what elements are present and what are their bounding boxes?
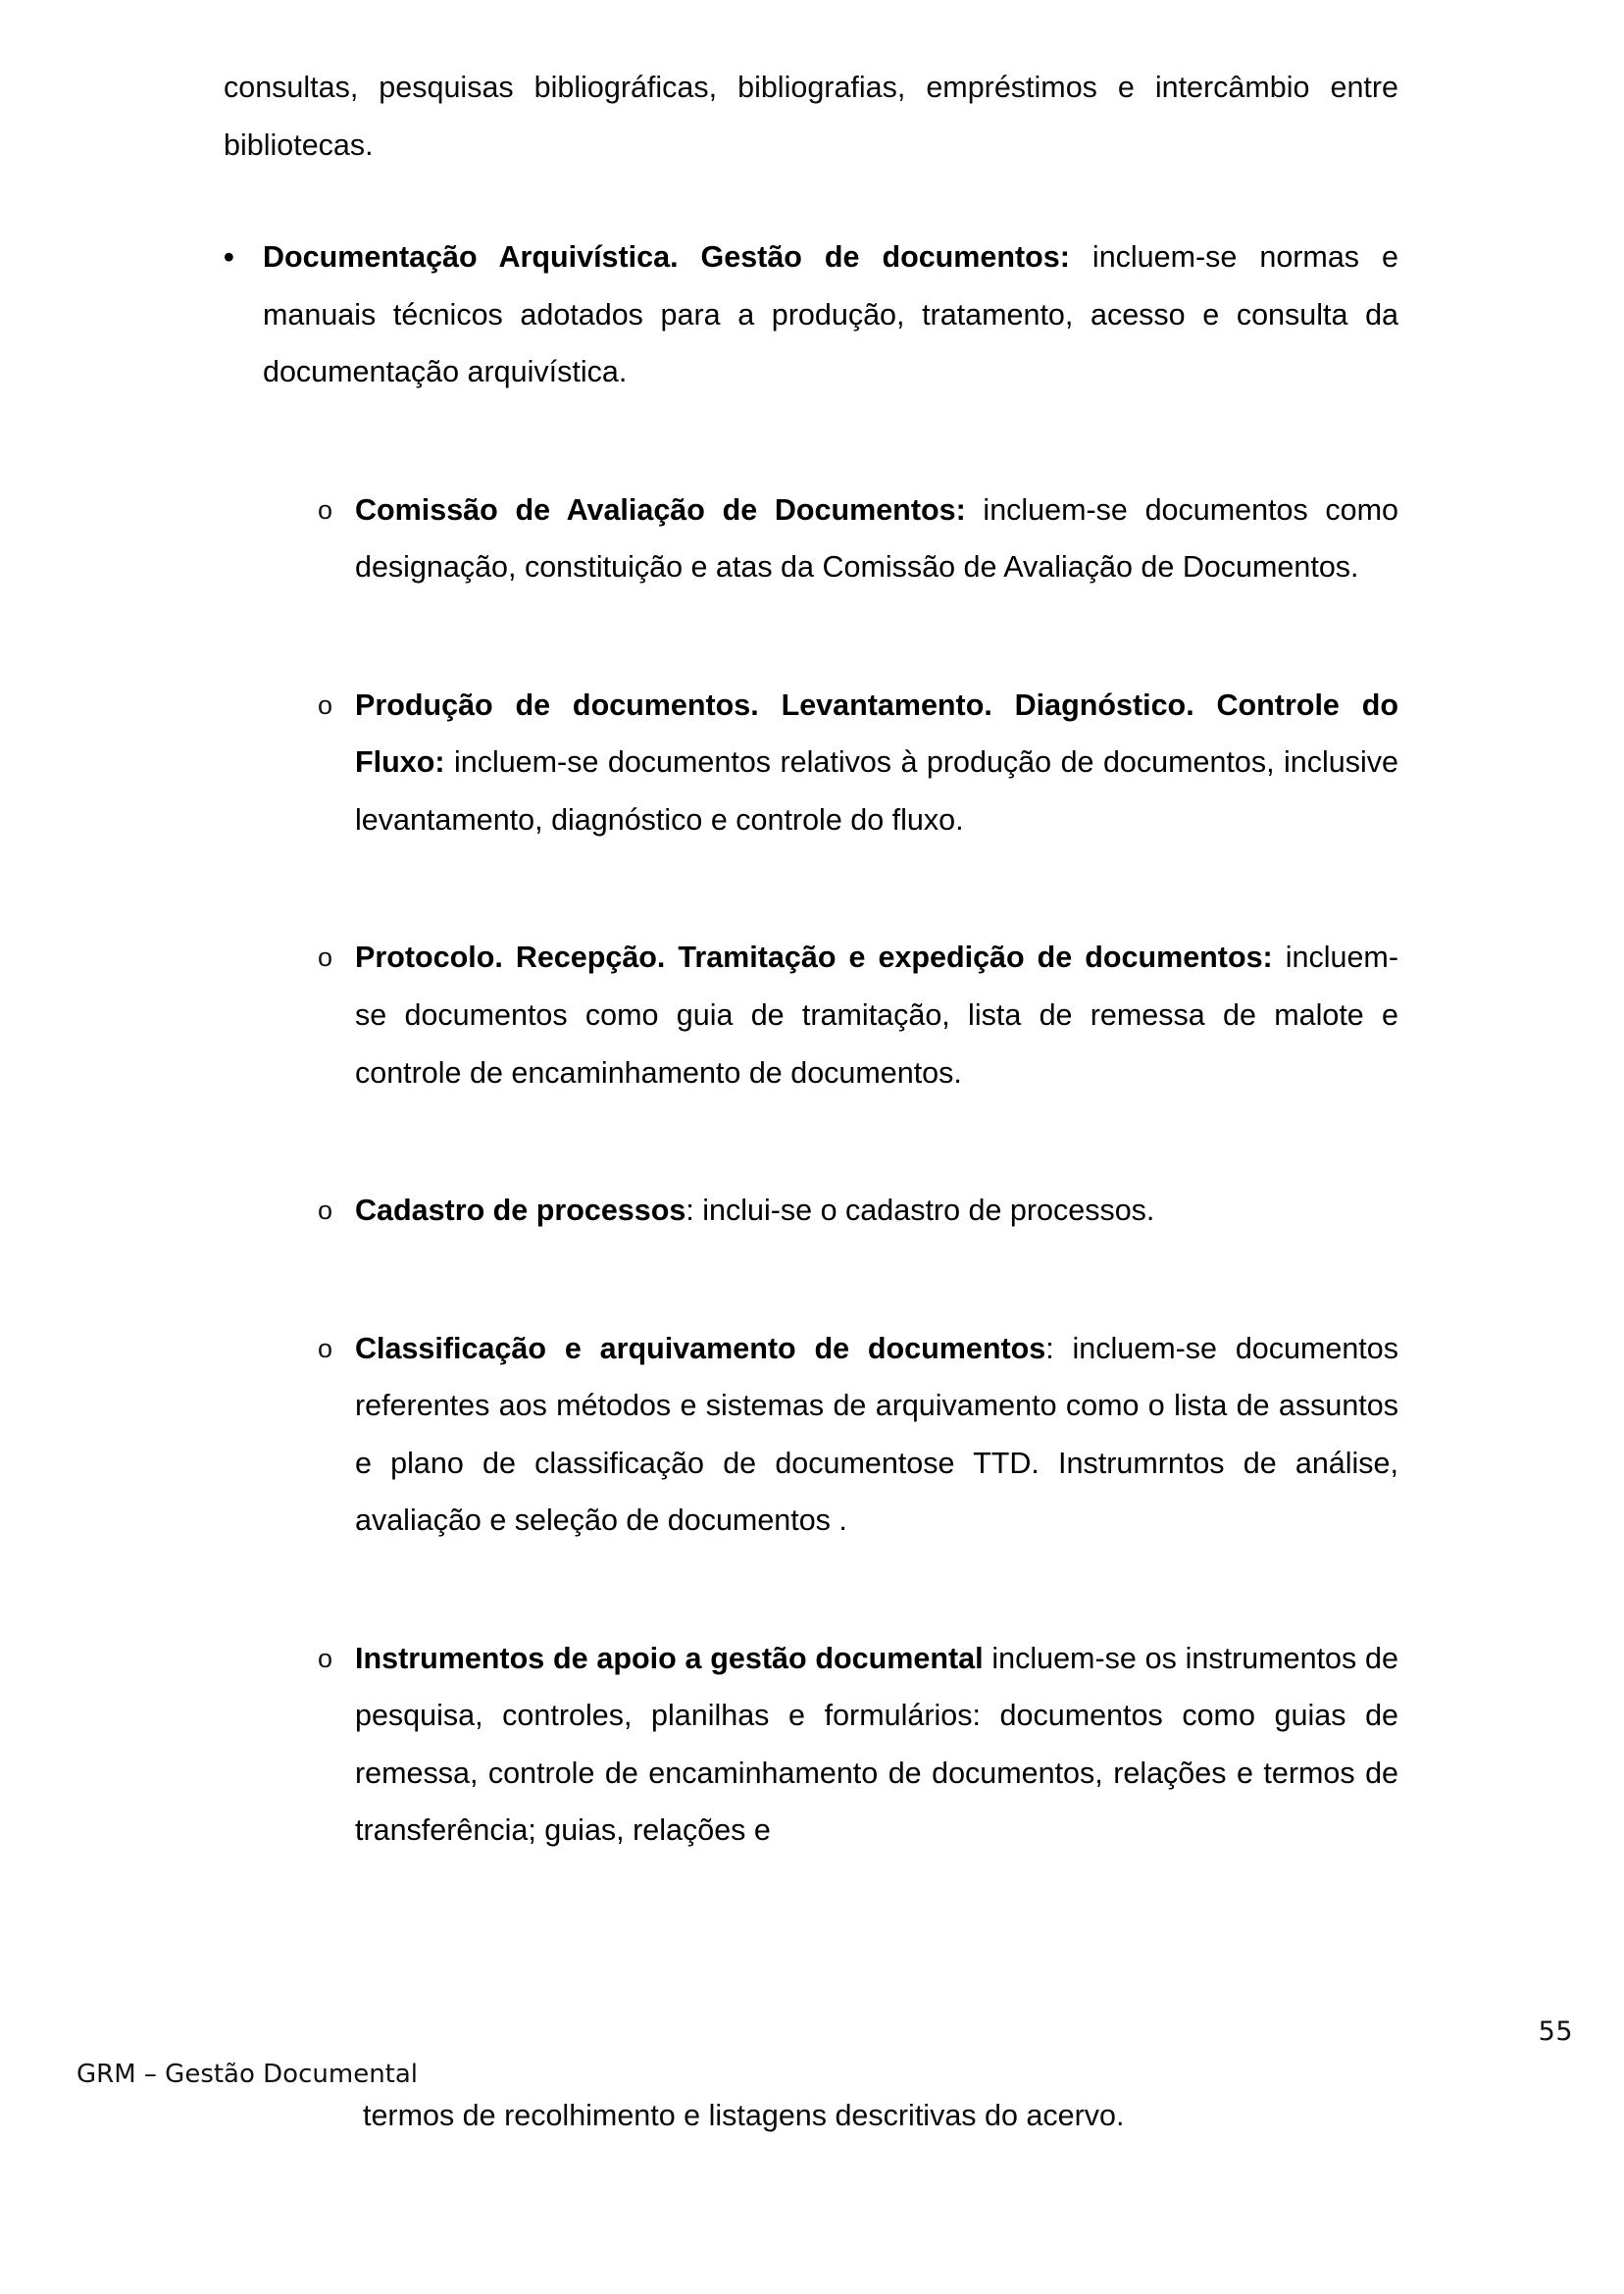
subbullet-body bbox=[355, 677, 1398, 849]
footer-label: GRM – Gestão Documental bbox=[76, 2060, 419, 2089]
footer-divider bbox=[0, 2003, 1624, 2004]
bullet-rest-text: incluem-se normas e manuais técnicos adotados para a produção, tratamento, acesso e consulta da documentação arquivística. bbox=[263, 240, 1398, 389]
subbullet-lead-text: Produção de documentos. Levantamento. Diagnóstico. Controle do Fluxo: bbox=[355, 688, 1398, 780]
subbullet-classificacao-arquivamento bbox=[318, 1320, 1398, 1550]
subbullet-lead-text: Classificação e arquivamento de documentos bbox=[355, 1331, 1046, 1365]
subbullet-body bbox=[355, 1320, 1398, 1550]
subbullet-lead-text: Instrumentos de apoio a gestão documental bbox=[355, 1641, 984, 1675]
bullet-lead-text: Documentação Arquivística. Gestão de documentos: bbox=[263, 240, 1070, 275]
subbullet-body bbox=[355, 1182, 1398, 1240]
subbullet-rest-text: incluem-se documentos como designação, constituição e atas da Comissão de Avaliação de Documentos. bbox=[355, 492, 1398, 585]
subbullet-body bbox=[355, 482, 1398, 596]
subbullet-rest-text: incluem-se documentos como guia de tramitação, lista de remessa de malote e controle de encaminhamento de documentos. bbox=[355, 941, 1398, 1090]
page-content bbox=[224, 59, 1398, 1907]
subbullet-rest-text: : inclui-se o cadastro de processos. bbox=[685, 1194, 1155, 1228]
subbullet-marker-circle: o bbox=[318, 943, 333, 973]
subbullet-rest-text: incluem-se os instrumentos de pesquisa, controles, planilhas e formulários: documentos como guias de remessa, controle de encaminhamento de documentos, relações e termos de transferência; guias, relações e bbox=[355, 1641, 1398, 1848]
subbullet-instrumentos-apoio bbox=[318, 1630, 1398, 1860]
subbullet-producao-documentos bbox=[318, 677, 1398, 849]
subbullet-rest-text: : incluem-se documentos referentes aos métodos e sistemas de arquivamento como o lista de assuntos e plano de classificação de documentose TTD. Instrumrntos de análise, avaliação e seleção de documentos . bbox=[355, 1331, 1398, 1538]
subbullet-marker-circle: o bbox=[318, 1333, 333, 1363]
bullet-marker-dot: • bbox=[224, 240, 234, 275]
subbullet-lead-text: Comissão de Avaliação de Documentos: bbox=[355, 492, 966, 527]
subbullet-comissao-avaliacao-documentos bbox=[318, 482, 1398, 596]
bullet-documentacao-arquivistica bbox=[224, 229, 1398, 401]
subbullet-marker-circle: o bbox=[318, 1196, 333, 1226]
subbullet-protocolo-recepcao bbox=[318, 929, 1398, 1101]
continuation-paragraph: consultas, pesquisas bibliográficas, bibliografias, empréstimos e intercâmbio entre bibliotecas. bbox=[224, 71, 1398, 162]
subbullet-body bbox=[355, 929, 1398, 1101]
subbullet-marker-circle: o bbox=[318, 1643, 333, 1673]
subbullet-marker-circle: o bbox=[318, 494, 333, 525]
subbullet-lead-text: Protocolo. Recepção. Tramitação e expedição de documentos: bbox=[355, 941, 1273, 975]
bullet-body bbox=[263, 229, 1398, 401]
subbullet-cadastro-processos bbox=[318, 1182, 1398, 1240]
overflow-tail-text: termos de recolhimento e listagens descritivas do acervo. bbox=[363, 2099, 1125, 2132]
subbullet-rest-text: incluem-se documentos relativos à produção de documentos, inclusive levantamento, diagnóstico e controle do fluxo. bbox=[355, 745, 1398, 837]
page-number: 55 bbox=[1538, 2016, 1573, 2047]
subbullet-body bbox=[355, 1630, 1398, 1860]
subbullet-lead-text: Cadastro de processos bbox=[355, 1194, 686, 1228]
subbullet-marker-circle: o bbox=[318, 689, 333, 720]
